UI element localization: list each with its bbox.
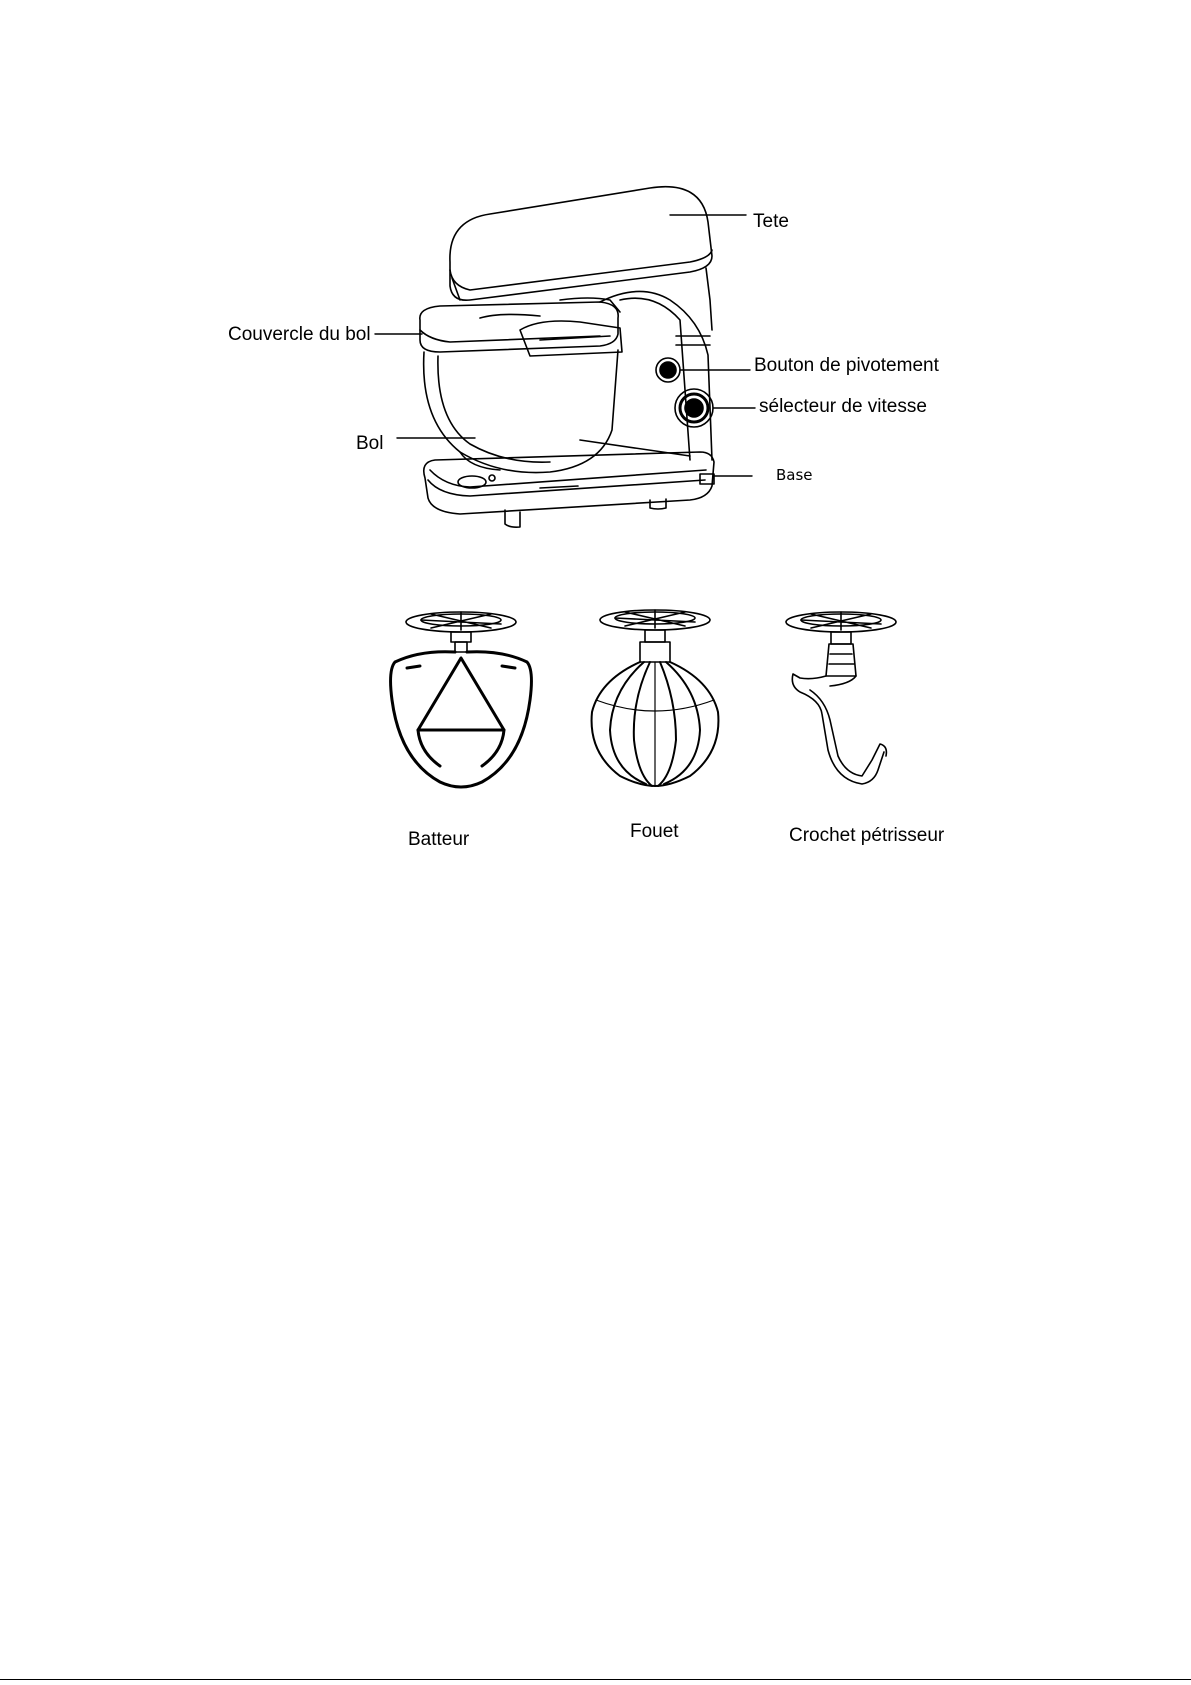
label-base: Base (776, 466, 813, 484)
mixer-bowl (424, 350, 618, 473)
label-speed-selector: sélecteur de vitesse (759, 396, 927, 417)
tilt-button-knob (656, 358, 680, 382)
flat-beater-illustration (391, 612, 532, 787)
label-whisk: Fouet (630, 821, 679, 842)
label-bowl-lid: Couvercle du bol (228, 324, 371, 345)
label-bowl: Bol (356, 433, 384, 454)
bowl-lid (420, 302, 622, 356)
mixer-base (424, 452, 714, 527)
dough-hook-illustration (786, 612, 896, 784)
label-flat-beater: Batteur (408, 829, 470, 850)
speed-selector-knob (675, 389, 713, 427)
stand-mixer-illustration (420, 187, 714, 527)
page-bottom-rule (0, 1679, 1191, 1680)
mixer-column (580, 291, 712, 460)
whisk-illustration (592, 610, 719, 786)
label-head: Tete (753, 211, 789, 232)
mixer-head (450, 187, 712, 330)
label-tilt-button: Bouton de pivotement (754, 355, 939, 376)
label-dough-hook: Crochet pétrisseur (789, 825, 945, 846)
